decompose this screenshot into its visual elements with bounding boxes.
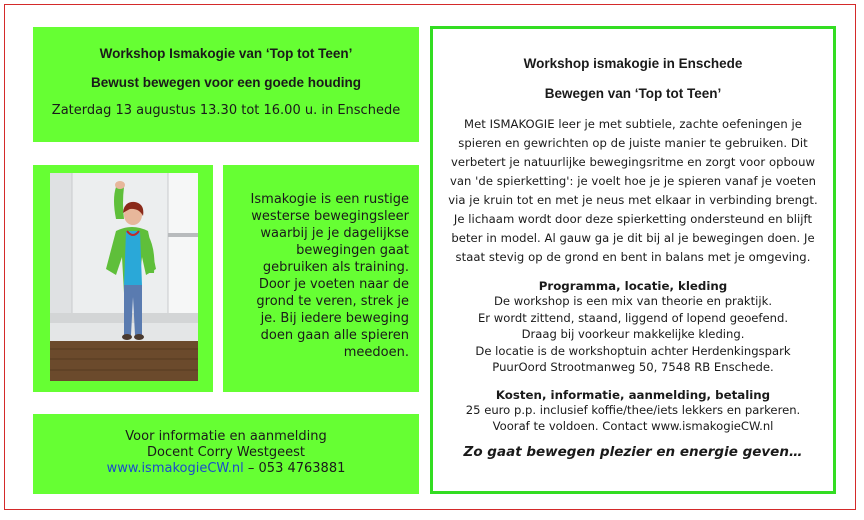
costs-line: 25 euro p.p. inclusief koffie/thee/iets lekkers en parkeren. (465, 402, 801, 417)
instructor-photo-illustration (50, 173, 198, 381)
intro-box (223, 165, 419, 392)
intro-text: Ismakogie is een rustige westerse bewegingsleer waarbij je je dagelijkse bewegingen gaat gebruiken als training. Door je voeten naar de grond te veren, strek je je. Bij iedere beweging doen gaan alle spieren meedoen. (250, 192, 409, 360)
program-heading: Programma, locatie, kleding (538, 279, 728, 293)
contact-line (33, 461, 419, 476)
workshop-title: Workshop Ismakogie van ‘Top tot Teen’ (99, 46, 353, 61)
details-subtitle: Bewegen van ‘Top tot Teen’ (544, 86, 722, 101)
details-body: Met ISMAKOGIE leer je met subtiele, zachte oefeningen je spieren en gewrichten op de juiste manier te gebruiken. Dit verbetert je natuurlijke bewegingsritme en zorgt voor opbouw van 'de spierketting': je voelt hoe je je spieren vanaf je voeten via je kruin tot en met je neus met elkaar in verbinding brengt. Je lichaam wordt door deze spierketting ondersteund en blijft beter in model. Al gauw ga je dit bij al je bewegingen doen. Je staat stevig op de grond en bent in balans met je omgeving. (448, 117, 818, 264)
program-line: De workshop is een mix van theorie en praktijk. (493, 294, 773, 308)
contact-box (33, 414, 419, 494)
costs-lines (433, 402, 833, 435)
title-box (33, 27, 419, 142)
costs-line: Vooraf te voldoen. Contact www.ismakogieCW.nl (492, 419, 774, 433)
program-line: Draag bij voorkeur makkelijke kleding. (521, 327, 745, 341)
details-title: Workshop ismakogie in Enschede (523, 56, 743, 71)
photo-box (33, 165, 213, 392)
program-line: PuurOord Strootmanweg 50, 7548 RB Enschede. (492, 360, 774, 374)
website-link[interactable]: www.ismakogieCW.nl (106, 461, 244, 476)
instructor-photo (50, 173, 198, 381)
slogan: Zo gaat bewegen plezier en energie geven… (463, 443, 803, 460)
details-panel (430, 26, 836, 494)
program-line: Er wordt zittend, staand, liggend of lopend geoefend. (477, 310, 789, 325)
program-lines (433, 293, 833, 376)
program-line: De locatie is de workshoptuin achter Herdenkingspark (475, 343, 791, 358)
costs-heading: Kosten, informatie, aanmelding, betaling (495, 387, 771, 402)
workshop-date: Zaterdag 13 augustus 13.30 tot 16.00 u. in Enschede (51, 103, 401, 118)
workshop-subtitle: Bewust bewegen voor een goede houding (90, 75, 362, 90)
contact-teacher: Docent Corry Westgeest (147, 445, 305, 460)
contact-heading: Voor informatie en aanmelding (125, 429, 327, 444)
contact-phone: – 053 4763881 (243, 461, 346, 476)
